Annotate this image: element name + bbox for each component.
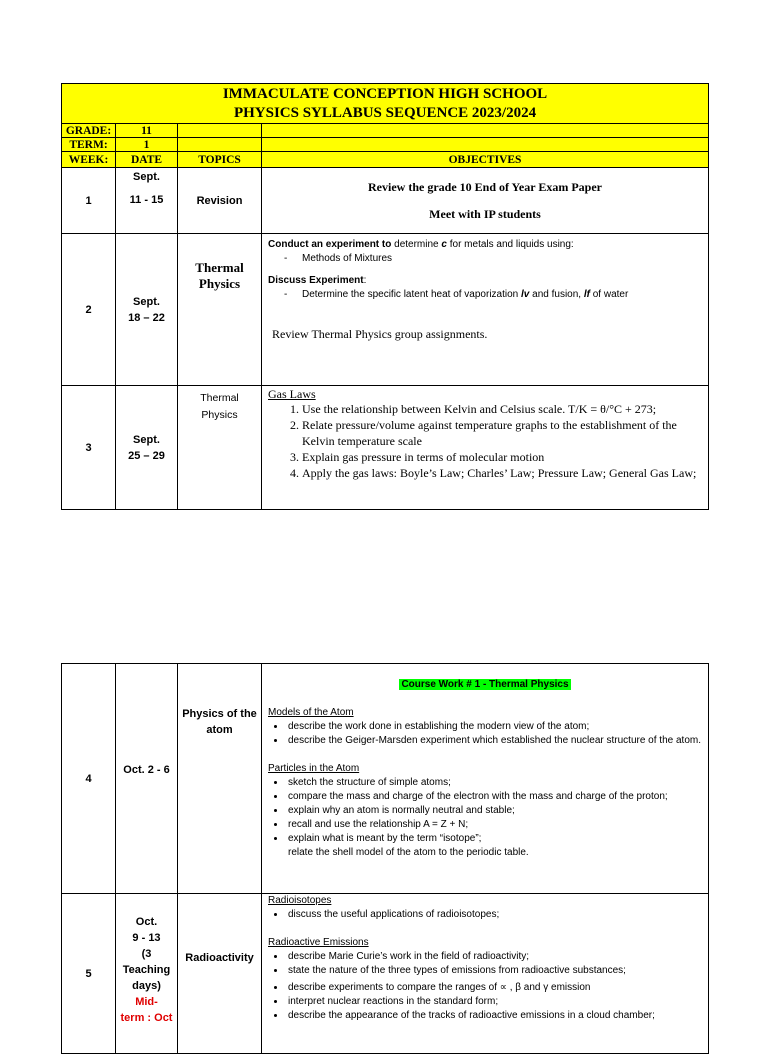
experiment-list — [268, 252, 702, 266]
discuss-line — [268, 274, 702, 288]
date-line: Sept. — [133, 433, 160, 446]
coursework-highlight: Course Work # 1 - Thermal Physics — [401, 679, 569, 690]
week-topic — [178, 386, 262, 510]
list-item: • describe experiments to compare the ranges of ∝ , β and γ emission — [286, 981, 702, 995]
week-objectives — [262, 386, 709, 510]
midterm-line: term : Oct — [120, 1012, 173, 1024]
syllabus-table-1 — [61, 83, 709, 510]
list-item: • explain what is meant by the term “isotope”; — [286, 832, 702, 846]
gas-laws-list — [268, 401, 702, 481]
list-item: • sketch the structure of simple atoms; — [286, 776, 702, 790]
table-row — [62, 168, 709, 234]
symbol-lv: lv — [521, 289, 530, 300]
school-name: IMMACULATE CONCEPTION HIGH SCHOOL — [222, 85, 548, 102]
list-item: • describe the Geiger-Marsden experiment which established the nuclear structure of the atom. — [286, 734, 702, 748]
emissions-heading: Radioactive Emissions — [268, 937, 369, 948]
topic-line: atom — [206, 724, 233, 736]
radioisotopes-heading: Radioisotopes — [268, 895, 332, 906]
discuss-colon: : — [363, 275, 367, 286]
topic-line: Physics of the — [182, 708, 257, 720]
discuss-list — [268, 288, 702, 302]
review-line: Review Thermal Physics group assignments. — [272, 327, 488, 341]
topic-line: Physics — [201, 409, 238, 421]
table-row — [62, 894, 709, 1054]
term-value: 1 — [116, 138, 178, 152]
week-date: Oct. 2 - 6 — [116, 664, 178, 894]
topic-line: Physics — [198, 276, 241, 291]
models-list — [268, 720, 702, 748]
week-objectives — [262, 234, 709, 386]
list-item: • recall and use the relationship A = Z + N; — [286, 818, 702, 832]
experiment-line — [268, 238, 702, 252]
col-topics: TOPICS — [178, 152, 262, 168]
list-item: 1. Use the relationship between Kelvin and Celsius scale. T/K = θ/°C + 273; — [302, 401, 702, 417]
list-item: • describe the appearance of the tracks of radioactive emissions in a cloud chamber; — [286, 1009, 702, 1023]
week-topic: Revision — [178, 168, 262, 234]
date-line: 9 - 13 — [132, 932, 161, 944]
term-empty-cell — [262, 138, 709, 152]
midterm-line: Mid- — [135, 996, 158, 1008]
gas-laws-heading: Gas Laws — [268, 387, 316, 401]
syllabus-title: PHYSICS SYLLABUS SEQUENCE 2023/2024 — [233, 104, 537, 121]
date-line: 11 - 15 — [129, 194, 164, 206]
experiment-bold: Conduct an experiment to — [268, 239, 392, 250]
radioisotopes-list — [268, 908, 702, 922]
grade-label: GRADE: — [62, 124, 116, 138]
date-line: 18 – 22 — [128, 311, 165, 324]
week-topic: Radioactivity — [178, 894, 262, 1054]
term-label: TERM: — [62, 138, 116, 152]
col-week: WEEK: — [62, 152, 116, 168]
week-number: 3 — [62, 386, 116, 510]
symbol-lf: lf — [583, 289, 590, 300]
col-objectives: OBJECTIVES — [262, 152, 709, 168]
week-number: 2 — [62, 234, 116, 386]
date-line: 25 – 29 — [128, 449, 165, 462]
discuss-text: and fusion, — [529, 289, 584, 300]
date-line: Oct. — [135, 916, 158, 928]
list-item: • describe Marie Curie’s work in the field of radioactivity; — [286, 950, 702, 964]
coursework-line — [268, 678, 702, 692]
week-topic — [178, 664, 262, 894]
term-empty-cell — [178, 138, 262, 152]
date-line: days) — [132, 980, 161, 992]
week-date — [116, 894, 178, 1054]
grade-empty-cell — [262, 124, 709, 138]
table-title — [62, 84, 709, 124]
list-item: 2. Relate pressure/volume against temperature graphs to the establishment of the Kelvin temperature scale — [302, 417, 702, 449]
emissions-list — [268, 950, 702, 1023]
date-line: Sept. — [133, 295, 160, 308]
objective-line: Meet with IP students — [429, 206, 541, 221]
week-date — [116, 168, 178, 234]
date-line: (3 — [141, 948, 152, 960]
models-heading: Models of the Atom — [268, 707, 354, 718]
symbol-c: c — [441, 239, 447, 250]
experiment-text: for metals and liquids using: — [446, 239, 574, 250]
col-date: DATE — [116, 152, 178, 168]
list-item: - Methods of Mixtures — [302, 252, 702, 266]
week-number: 5 — [62, 894, 116, 1054]
week-date — [116, 234, 178, 386]
list-item: • state the nature of the three types of emissions from radioactive substances; — [286, 964, 702, 978]
syllabus-table-2 — [61, 663, 709, 1054]
list-item: • describe the work done in establishing the modern view of the atom; — [286, 720, 702, 734]
list-item: • explain why an atom is normally neutral and stable; — [286, 804, 702, 818]
grade-empty-cell — [178, 124, 262, 138]
week-number: 4 — [62, 664, 116, 894]
list-item: • compare the mass and charge of the electron with the mass and charge of the proton; — [286, 790, 702, 804]
week-objectives — [262, 894, 709, 1054]
grade-value: 11 — [116, 124, 178, 138]
list-item: 3. Explain gas pressure in terms of molecular motion — [302, 449, 702, 465]
week-objectives — [262, 168, 709, 234]
discuss-label: Discuss Experiment — [268, 275, 364, 286]
table-row — [62, 386, 709, 510]
table-row — [62, 664, 709, 894]
discuss-text: of water — [589, 289, 629, 300]
list-item: • interpret nuclear reactions in the standard form; — [286, 995, 702, 1009]
particles-heading: Particles in the Atom — [268, 763, 360, 774]
topic-line: Thermal — [195, 260, 244, 275]
experiment-text: determine — [391, 239, 442, 250]
objective-line: Review the grade 10 End of Year Exam Paper — [368, 179, 602, 194]
particles-list — [268, 776, 702, 846]
date-line: Sept. — [133, 171, 160, 183]
list-item: 4. Apply the gas laws: Boyle’s Law; Charles’ Law; Pressure Law; General Gas Law; — [302, 465, 702, 481]
date-line: Teaching — [122, 964, 171, 976]
list-item — [302, 288, 702, 302]
week-number: 1 — [62, 168, 116, 234]
shell-model-line: relate the shell model of the atom to the periodic table. — [288, 847, 529, 858]
week-objectives — [262, 664, 709, 894]
week-date — [116, 386, 178, 510]
table-row — [62, 234, 709, 386]
topic-line: Thermal — [200, 392, 239, 404]
discuss-text: Determine the specific latent heat of vaporization — [302, 289, 522, 300]
week-topic — [178, 234, 262, 386]
list-item: • discuss the useful applications of radioisotopes; — [286, 908, 702, 922]
